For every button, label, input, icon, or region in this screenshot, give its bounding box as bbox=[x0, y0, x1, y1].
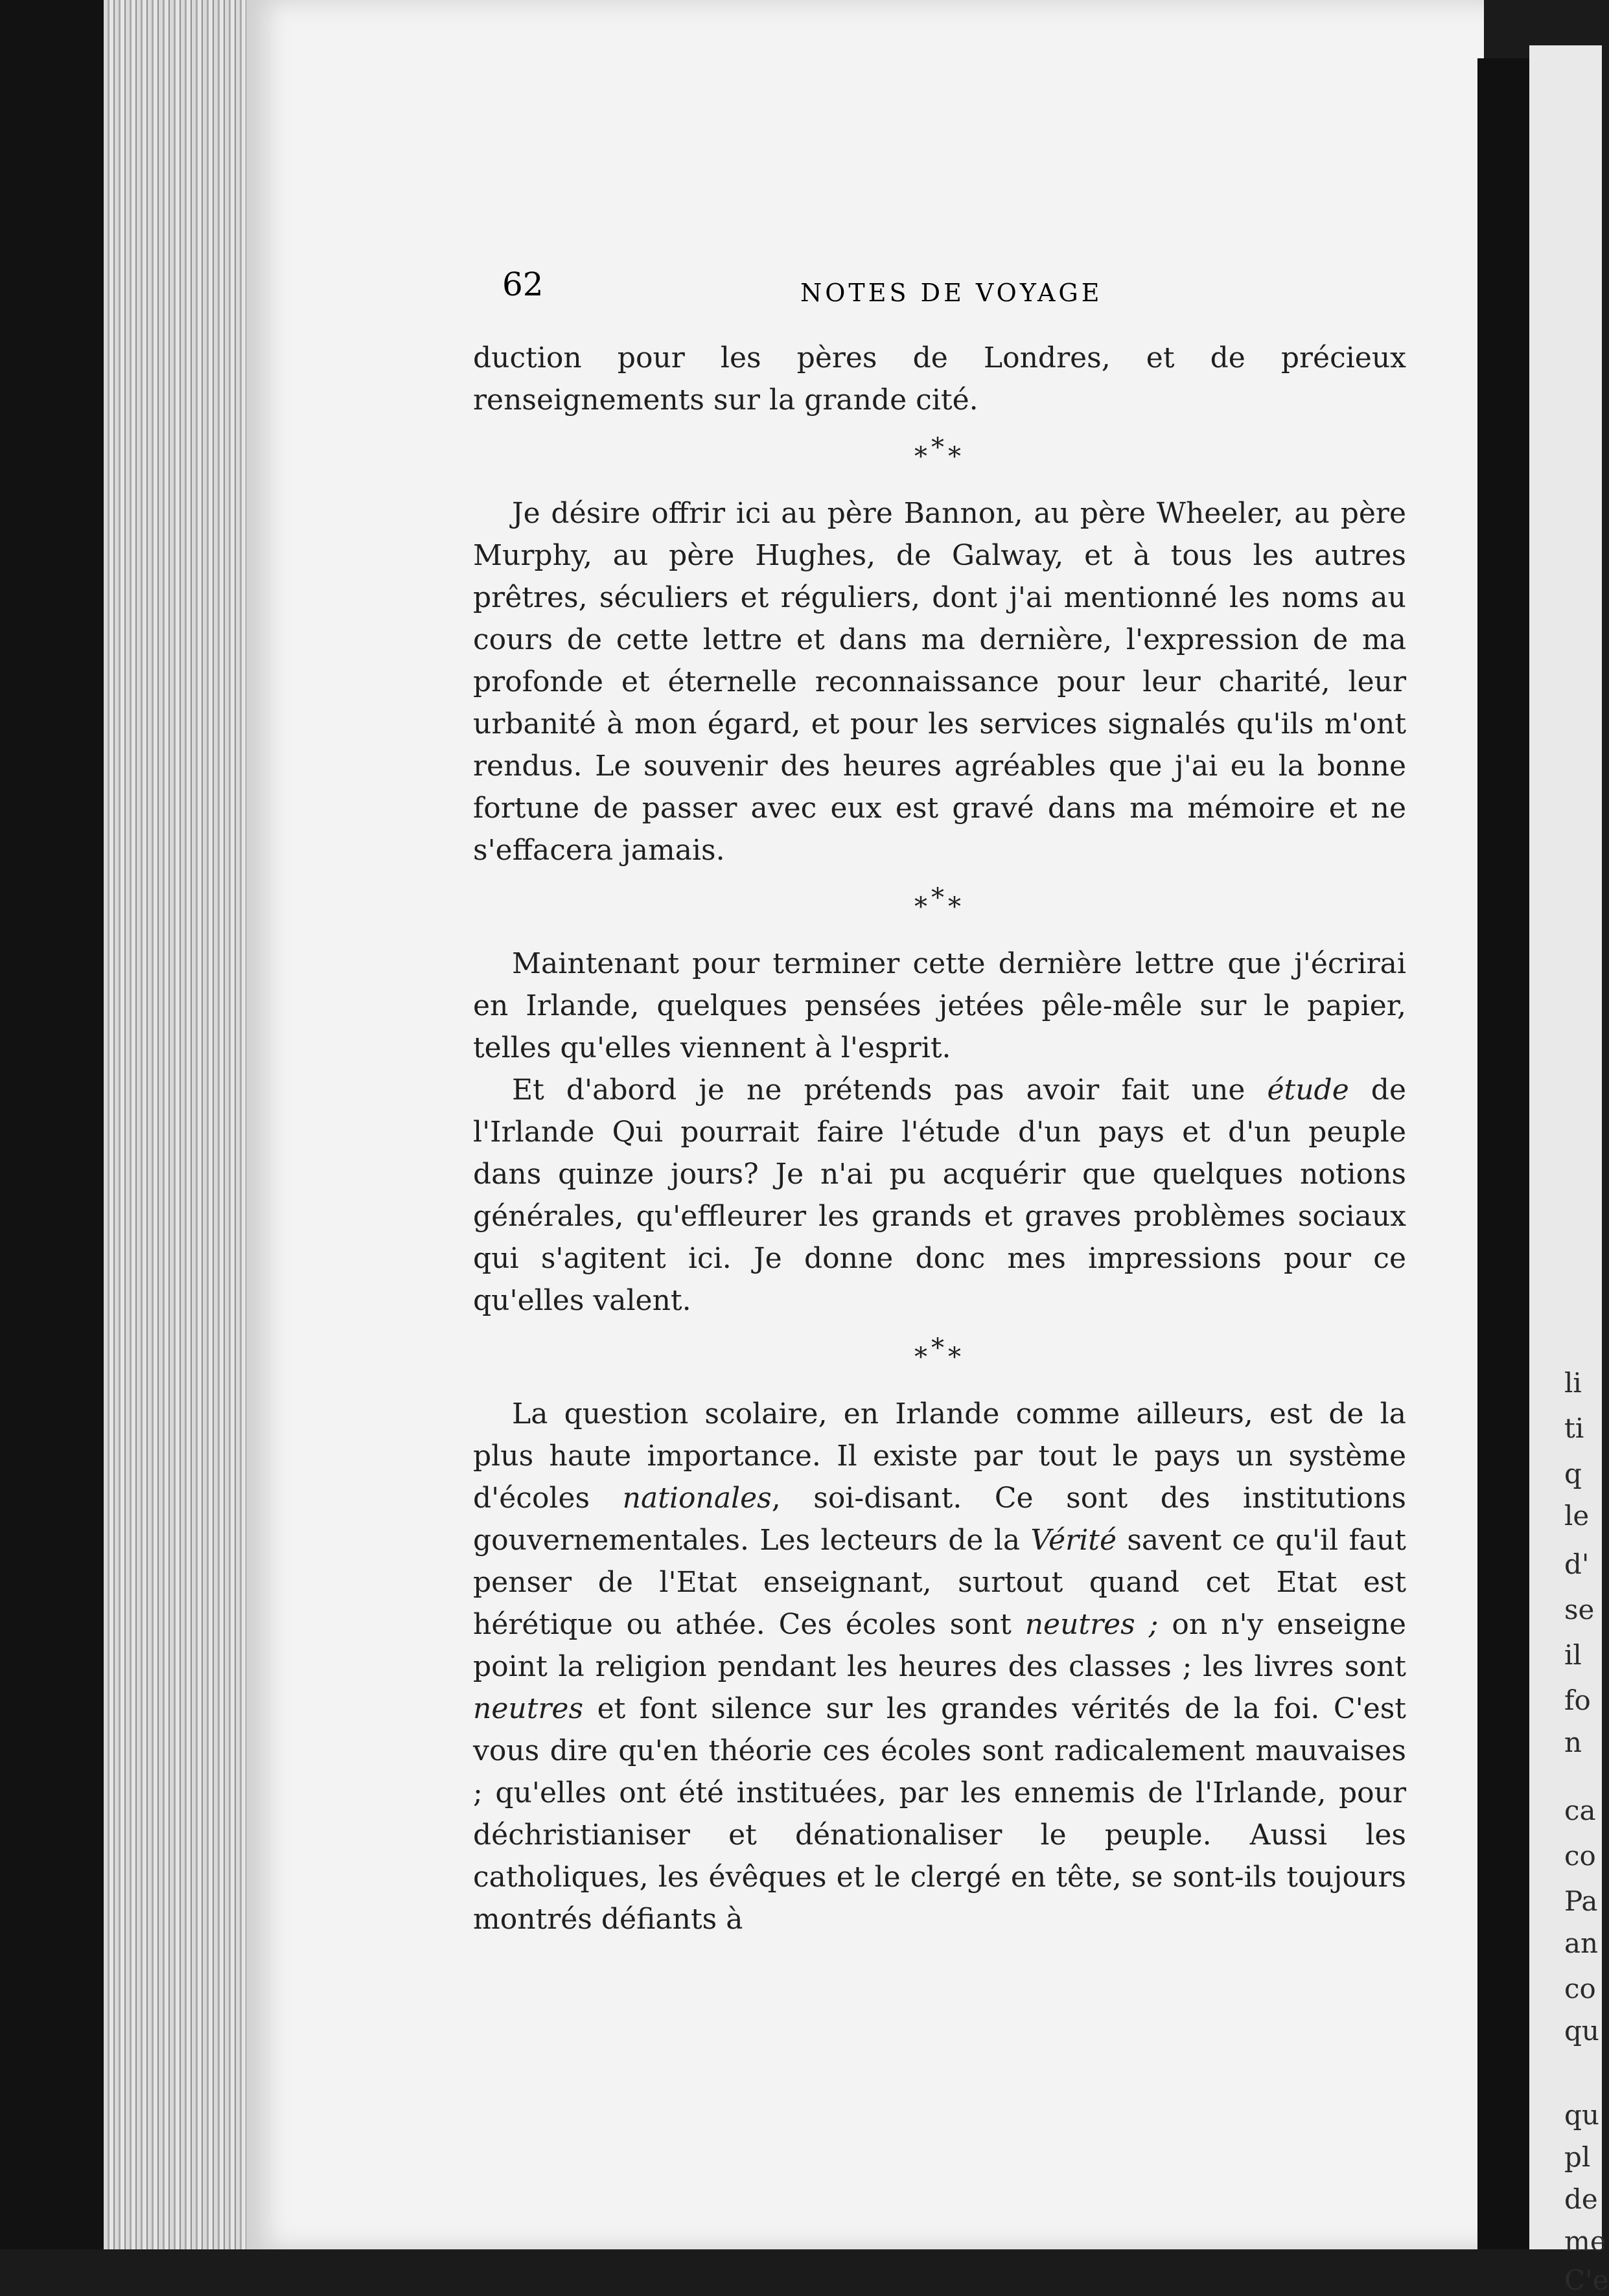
next-page-fragment: qu bbox=[1564, 2015, 1599, 2047]
running-title: NOTES DE VOYAGE bbox=[800, 279, 1103, 307]
next-page-fragment: C'e bbox=[1564, 2264, 1609, 2296]
paragraph: Et d'abord je ne prétends pas avoir fait une étude de l'Irlande Qui pourrait faire l'étude d'un pays et d'un peuple dans quinze jours? Je n'ai pu acquérir que quelques notions générales, qu'effleurer les grands et graves problèmes sociaux qui s'agitent ici. Je donne donc mes impressions pour ce qu'elles valent. bbox=[473, 1073, 1407, 1317]
paragraph: Je désire offrir ici au père Bannon, au père Wheeler, au père Murphy, au père Hughes, de Galway, et à tous les autres prêtres, séculiers et réguliers, dont j'ai mentionné les noms au cours de cette lettre et dans ma dernière, l'expression de ma profonde et éternelle reconnaissance pour leur charité, leur urbanité à mon égard, et pour les services signalés qu'ils m'ont rendus. Le souvenir des heures agréables que j'ai eu la bonne fortune de passer avec eux est gravé dans ma mémoire et ne s'effacera jamais. bbox=[473, 497, 1406, 867]
asterism: *** bbox=[914, 1333, 965, 1372]
next-page-fragment: q bbox=[1564, 1458, 1582, 1489]
scanner-background bbox=[0, 0, 117, 2249]
next-page-fragment: pl bbox=[1564, 2141, 1591, 2173]
running-head bbox=[502, 266, 1409, 311]
paragraph: Maintenant pour terminer cette dernière lettre que j'écrirai en Irlande, quelques pensées jetées pêle-mêle sur le papier, telles qu'elles viennent à l'esprit. bbox=[473, 947, 1406, 1064]
next-page-fragment: de bbox=[1564, 2183, 1598, 2215]
next-page-fragment: co bbox=[1564, 1973, 1596, 2004]
next-page-fragment: se bbox=[1564, 1594, 1595, 1625]
next-page-fragment: fo bbox=[1564, 1684, 1591, 1716]
next-page-fragment: ca bbox=[1564, 1795, 1596, 1826]
next-page-sliver bbox=[1529, 45, 1609, 2296]
next-page-fragment: Pa bbox=[1564, 1885, 1598, 1917]
asterism: *** bbox=[914, 883, 965, 922]
next-page-fragment: d' bbox=[1564, 1548, 1590, 1580]
next-page-fragment: me bbox=[1564, 2225, 1606, 2257]
next-page-fragment: il bbox=[1564, 1639, 1582, 1671]
paragraph: duction pour les pères de Londres, et de précieux renseignements sur la grande cité. bbox=[473, 341, 1406, 417]
next-page-fragment: n bbox=[1564, 1727, 1582, 1758]
body-text bbox=[473, 337, 1406, 1940]
page-number: 62 bbox=[502, 266, 544, 303]
paragraph: La question scolaire, en Irlande comme ailleurs, est de la plus haute importance. Il existe par tout le pays un système d'écoles nationales, soi-disant. Ce sont des institutions gouvernementales. Les lecteurs de la Vérité savent ce qu'il faut penser de l'Etat enseignant, surtout quand cet Etat est hérétique ou athée. Ces écoles sont neutres ; on n'y enseigne point la religion pendant les heures des classes ; les livres sont neutres et font silence sur les grandes vérités de la foi. C'est vous dire qu'en théorie ces écoles sont radicalement mauvaises ; qu'elles ont été instituées, par les ennemis de l'Irlande, pour déchristianiser et dénationaliser le peuple. Aussi les catholiques, les évêques et le clergé en tête, se sont-ils toujours montrés défiants à bbox=[473, 1397, 1407, 1936]
next-page-fragment: co bbox=[1564, 1840, 1596, 1872]
page-edges bbox=[104, 0, 259, 2249]
next-page-fragment: li bbox=[1564, 1367, 1582, 1399]
next-page-fragment: le bbox=[1564, 1500, 1590, 1532]
next-page-fragment: ti bbox=[1564, 1412, 1584, 1444]
next-page-fragment: an bbox=[1564, 1927, 1599, 1959]
book-gutter bbox=[1477, 58, 1529, 2249]
next-page-fragment: qu bbox=[1564, 2099, 1599, 2131]
asterism: *** bbox=[914, 433, 965, 472]
